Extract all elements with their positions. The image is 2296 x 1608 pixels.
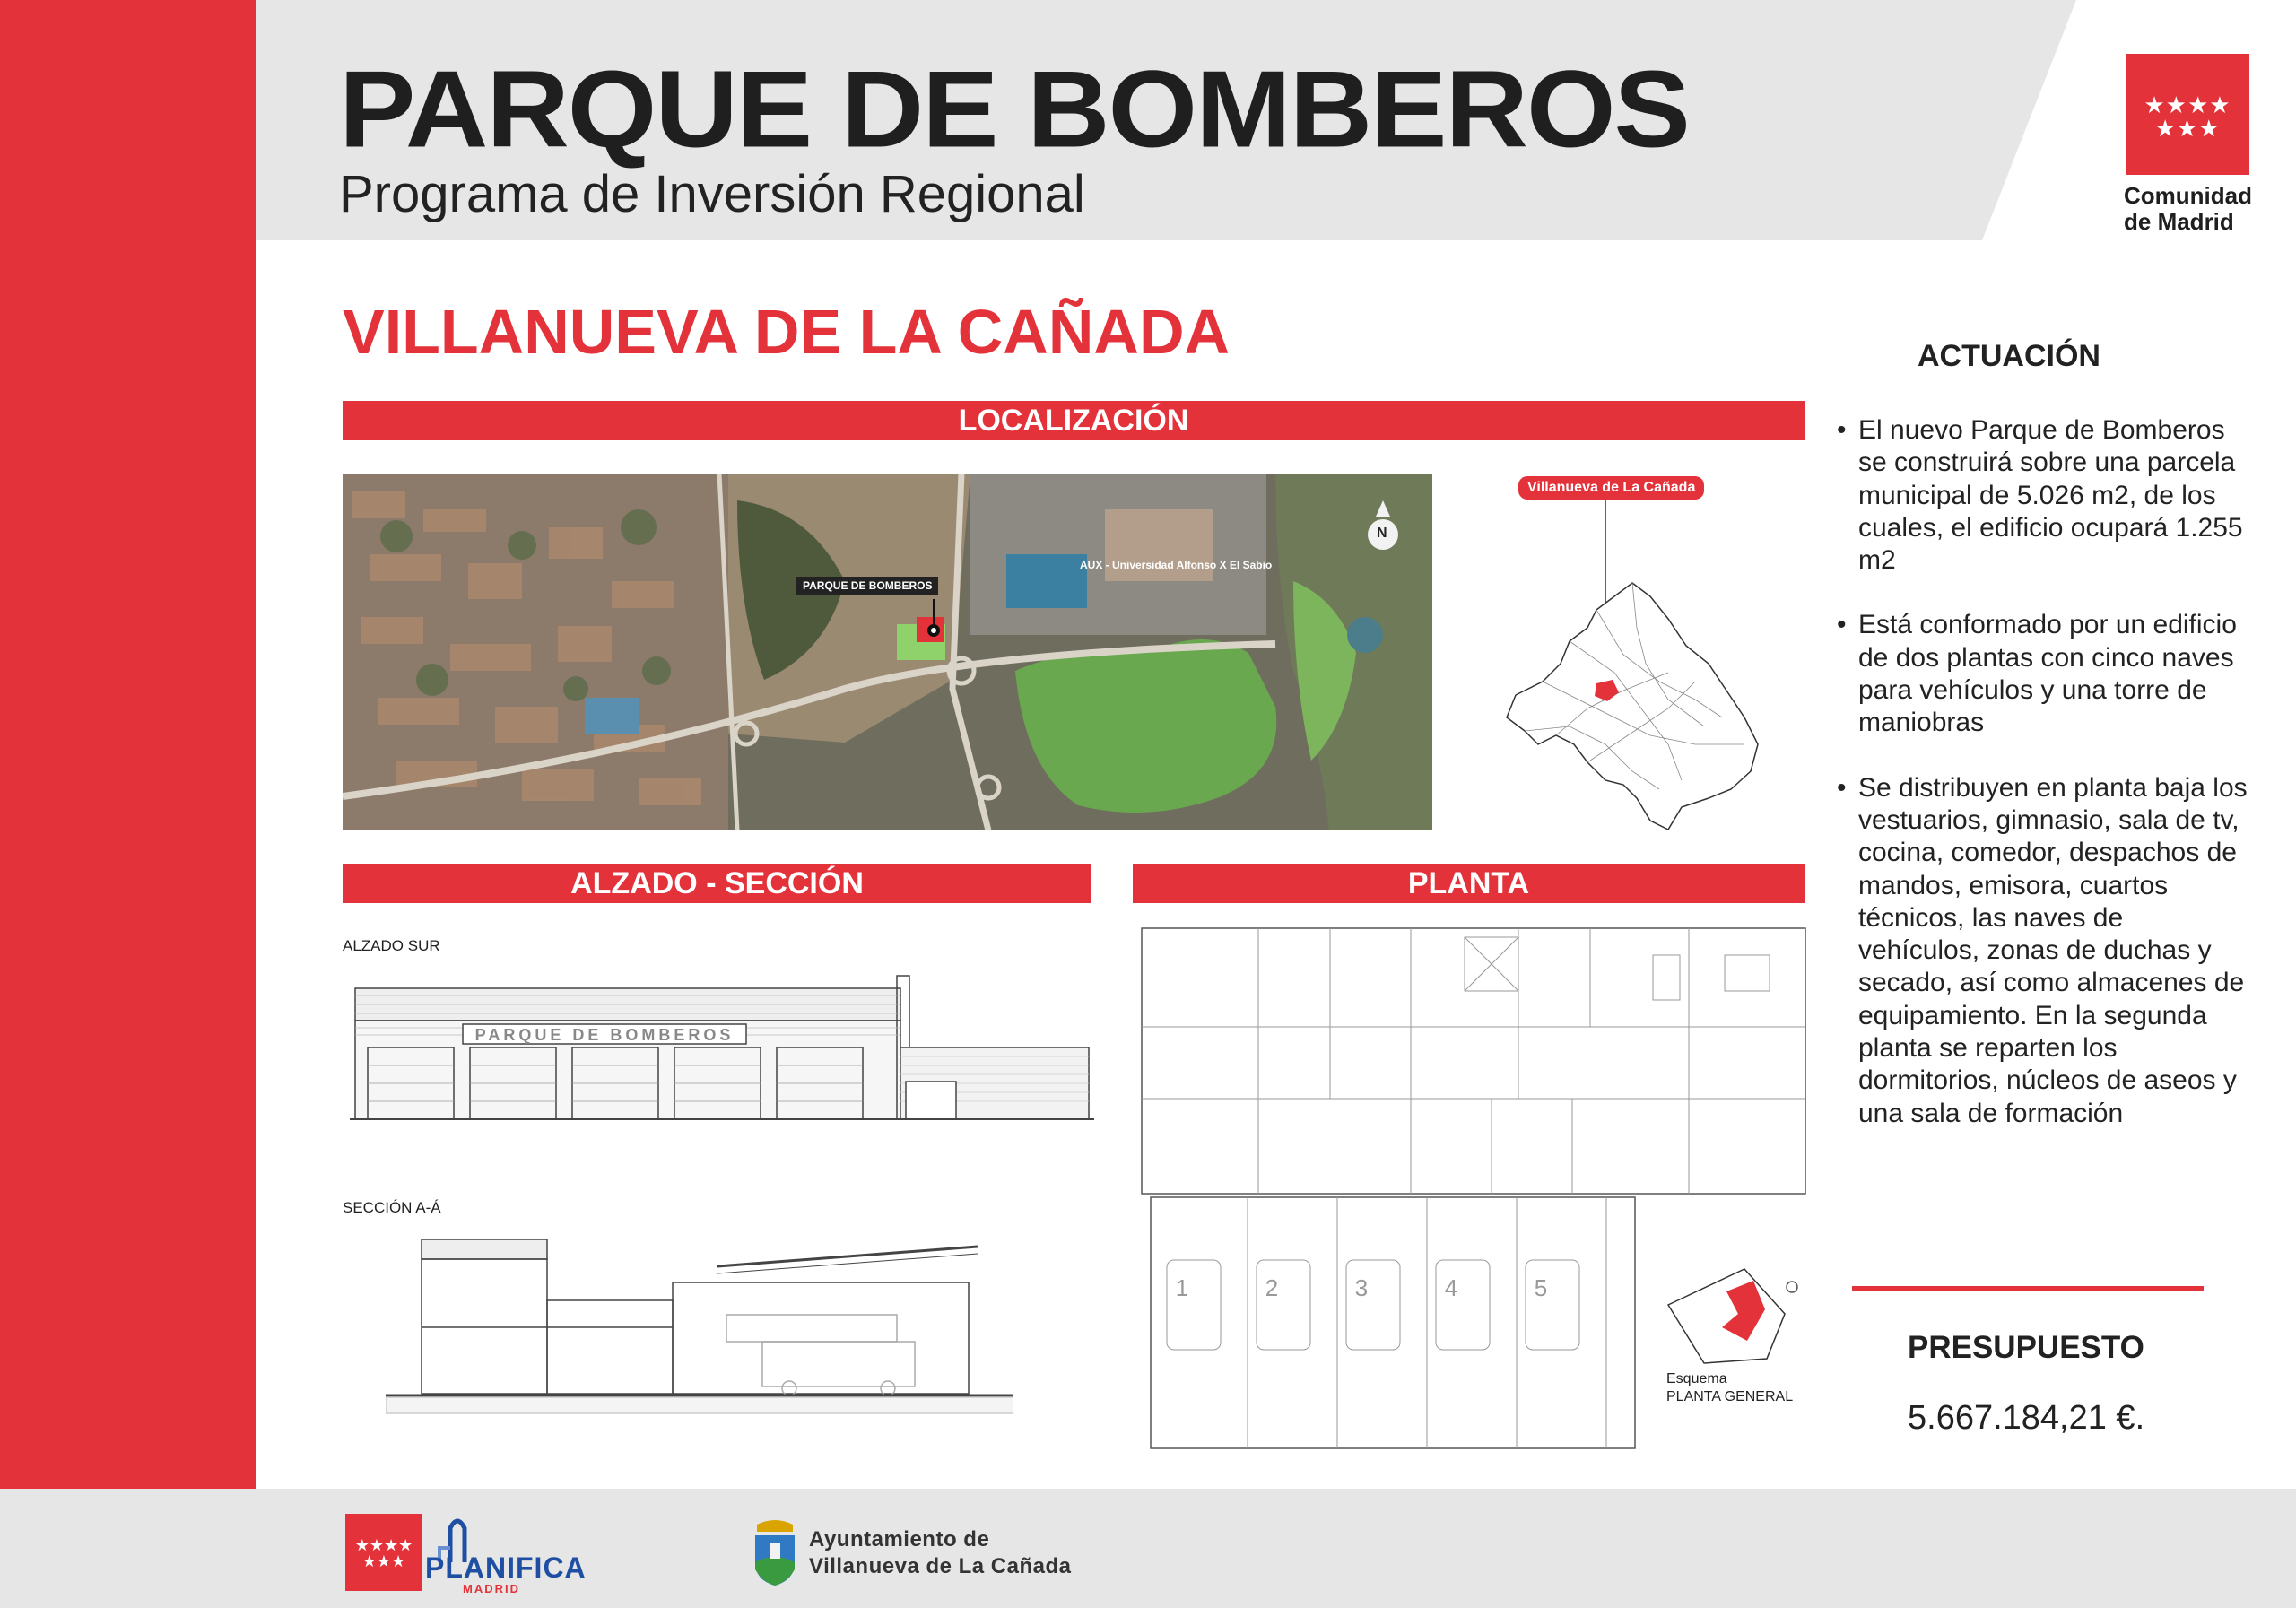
madrid-region-map [1489, 475, 1776, 852]
alzado-sur-drawing [350, 969, 1094, 1130]
facade-sign: PARQUE DE BOMBEROS [474, 1026, 735, 1044]
north-icon: N [1377, 526, 1387, 541]
esquema-label: Esquema PLANTA GENERAL [1666, 1371, 1794, 1404]
section-bar-planta: PLANTA [1133, 864, 1805, 903]
region-label: Villanueva de La Cañada [1518, 476, 1704, 500]
page-title: PARQUE DE BOMBEROS [339, 48, 1689, 171]
separator-line [1852, 1286, 2204, 1291]
map-label-universidad: AUX - Universidad Alfonso X El Sabio [1080, 559, 1273, 571]
actuacion-item: • Se distribuyen en planta baja los vestuarios, gimnasio, sala de tv, cocina, comedor, despachos de mandos, emisora, cuartos técnicos, las naves de vehículos, zonas de duchas y secado, así como almacenes de equipamiento. En la segunda planta se reparten los dormitorios, núcleos de aseos y una sala de formación [1837, 772, 2249, 1130]
ayuntamiento-crest-icon [752, 1516, 798, 1587]
presupuesto-title: PRESUPUESTO [1908, 1330, 2144, 1365]
actuacion-list [1837, 414, 2249, 1162]
comunidad-madrid-logo-text: Comunidad de Madrid [2124, 182, 2252, 235]
bay-5: 5 [1534, 1274, 1548, 1301]
left-red-band [0, 0, 256, 1489]
alzado-sur-label: ALZADO SUR [343, 937, 440, 954]
page-subtitle: Programa de Inversión Regional [339, 165, 1085, 223]
comunidad-madrid-flag-icon [2126, 54, 2249, 175]
bay-1: 1 [1175, 1274, 1189, 1301]
bay-2: 2 [1265, 1274, 1279, 1301]
planifica-flag-icon [345, 1514, 422, 1591]
stars-icon: ★★★★ ★★★ [354, 1536, 413, 1570]
seccion-drawing [386, 1229, 1013, 1417]
planifica-logo-text: PLANIFICA [425, 1552, 587, 1584]
seccion-label: SECCIÓN A-Á [343, 1199, 441, 1216]
footer-band [0, 1489, 2296, 1608]
ayuntamiento-name: Ayuntamiento de Villanueva de La Cañada [809, 1527, 1072, 1578]
stars-icon: ★★★★ ★★★ [2144, 91, 2231, 142]
actuacion-item: • Está conformado por un edificio de dos plantas con cinco naves para vehículos y una torre de maniobras [1837, 609, 2249, 739]
town-name: VILLANUEVA DE LA CAÑADA [343, 297, 1231, 367]
bay-3: 3 [1354, 1274, 1369, 1301]
bay-4: 4 [1444, 1274, 1458, 1301]
presupuesto-value: 5.667.184,21 €. [1908, 1399, 2145, 1437]
actuacion-item: • El nuevo Parque de Bomberos se construirá sobre una parcela municipal de 5.026 m2, de los cuales, el edificio ocupará 1.255 m2 [1837, 414, 2249, 577]
aerial-map [343, 474, 1432, 830]
section-bar-localizacion: LOCALIZACIÓN [343, 401, 1805, 440]
section-bar-alzado: ALZADO - SECCIÓN [343, 864, 1091, 903]
actuacion-title: ACTUACIÓN [1918, 339, 2100, 373]
map-label-parque: PARQUE DE BOMBEROS [796, 577, 938, 595]
planifica-logo-subtext: MADRID [463, 1582, 520, 1595]
